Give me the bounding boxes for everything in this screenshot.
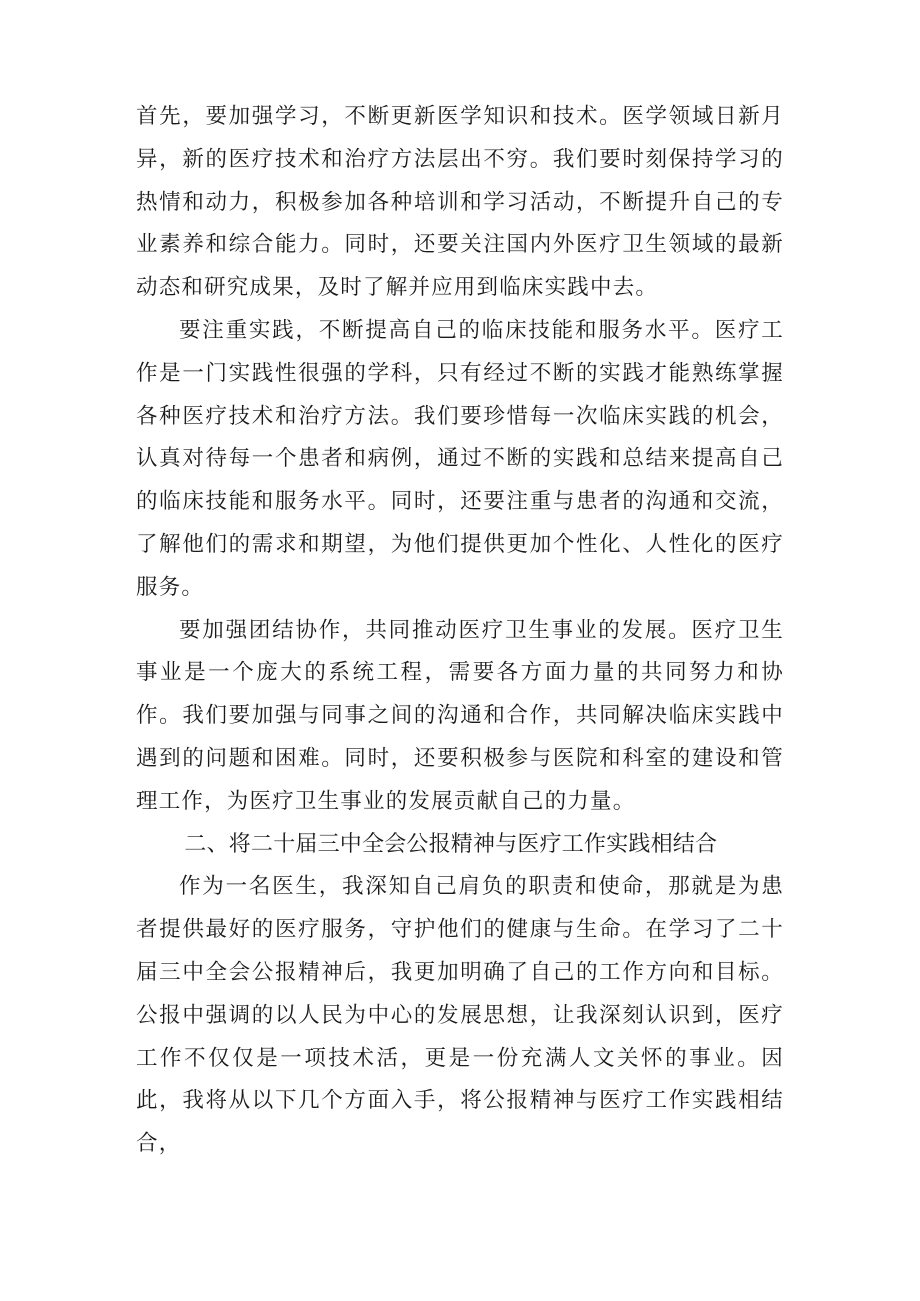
paragraph-practice: 要注重实践，不断提高自己的临床技能和服务水平。医疗工作是一门实践性很强的学科，只有经过不断的实践才能熟练掌握各种医疗技术和治疗方法。我们要珍惜每一次临床实践的机会，认真对待每一个患者和病例，通过不断的实践和总结来提高自己的临床技能和服务水平。同时，还要注重与患者的沟通和交流，了解他们的需求和期望，为他们提供更加个性化、人性化的医疗服务。 xyxy=(136,317,784,600)
paragraph-teamwork: 要加强团结协作，共同推动医疗卫生事业的发展。医疗卫生事业是一个庞大的系统工程，需要各方面力量的共同努力和协作。我们要加强与同事之间的沟通和合作，共同解决临床实践中遇到的问题和困难。同时，还要积极参与医院和科室的建设和管理工作，为医疗卫生事业的发展贡献自己的力量。 xyxy=(136,617,784,814)
document-page xyxy=(136,96,784,1166)
paragraph-doctor-mission: 作为一名医生，我深知自己肩负的职责和使命，那就是为患者提供最好的医疗服务，守护他们的健康与生命。在学习了二十届三中全会公报精神后，我更加明确了自己的工作方向和目标。公报中强调的以人民为中心的发展思想，让我深刻认识到，医疗工作不仅仅是一项技术活，更是一份充满人文关怀的事业。因此，我将从以下几个方面入手，将公报精神与医疗工作实践相结合， xyxy=(136,874,784,1157)
paragraph-continuing-study: 首先，要加强学习，不断更新医学知识和技术。医学领域日新月异，新的医疗技术和治疗方法层出不穷。我们要时刻保持学习的热情和动力，积极参加各种培训和学习活动，不断提升自己的专业素养和综合能力。同时，还要关注国内外医疗卫生领域的最新动态和研究成果，及时了解并应用到临床实践中去。 xyxy=(136,104,784,301)
section-heading: 二、将二十届三中全会公报精神与医疗工作实践相结合 xyxy=(184,831,718,857)
